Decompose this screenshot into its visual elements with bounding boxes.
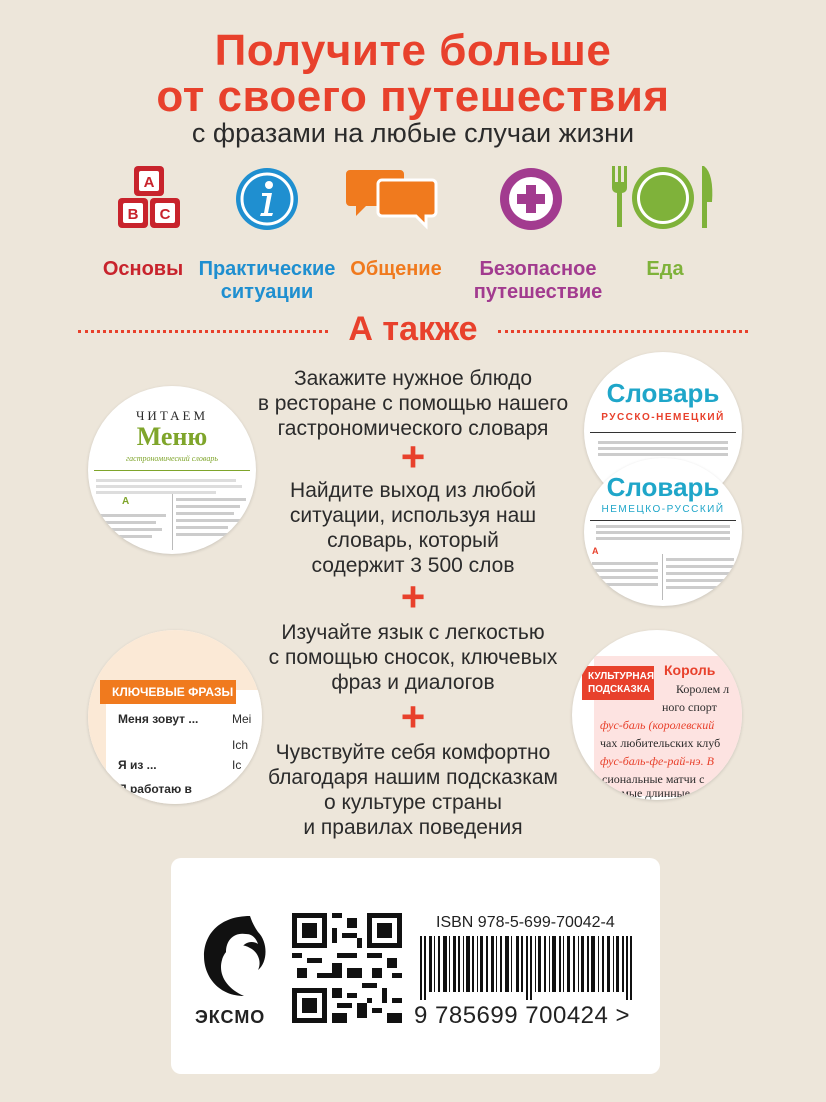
culture-tip-line-2: ного спорт	[662, 700, 717, 714]
culture-tip-line-4: чах любительских клуб	[600, 736, 721, 750]
svg-text:B: B	[127, 206, 139, 223]
menu-preview-subtitle: гастрономический словарь	[126, 454, 218, 463]
feature-menu-text: Закажите нужное блюдо в ресторане с помощью нашего гастрономического словаря	[257, 367, 569, 440]
menu-preview-title: Меню	[136, 422, 208, 451]
culture-tip-line-7: Самые длинные с	[608, 786, 699, 800]
dictionary-de-ru-col-right	[666, 554, 734, 593]
dictionary-de-ru-body	[596, 522, 730, 543]
dictionary-de-ru-circle	[584, 458, 742, 606]
menu-preview-divider	[172, 494, 173, 550]
culture-tip-line-5: фус-баль-фе-рай-нэ. В	[600, 754, 714, 768]
speech-bubbles-icon	[346, 166, 440, 232]
title-line-2: от своего путешествия	[156, 72, 670, 121]
barcode-icon	[420, 936, 644, 1000]
dictionary-de-ru-col-left	[592, 558, 658, 590]
category-label-basics: Основы	[102, 258, 184, 280]
dictionary-ru-de-title: Словарь	[606, 378, 720, 408]
culture-tip-circle	[572, 630, 742, 800]
plate-fork-knife-icon	[608, 162, 718, 232]
dictionary-de-ru-subtitle: НЕМЕЦКО-РУССКИЙ	[601, 504, 725, 515]
isbn-text: ISBN 978-5-699-70042-4	[436, 914, 615, 931]
svg-text:A: A	[143, 174, 155, 191]
phrase-3-ru: Я из ...	[118, 758, 157, 772]
also-heading: А также	[348, 310, 478, 348]
phrase-1-ru: Меня зовут ...	[118, 712, 199, 726]
menu-preview-letter: A	[122, 496, 130, 507]
plus-circle-icon	[498, 166, 564, 232]
menu-preview-rule	[94, 470, 250, 471]
qr-code-icon[interactable]	[292, 913, 402, 1023]
phrase-2-de: Ich	[232, 738, 249, 752]
culture-tip-line-3: фус-баль (королевский	[600, 718, 715, 732]
phrase-1-de: Mei	[232, 712, 252, 726]
menu-preview-circle	[88, 386, 256, 554]
dictionary-de-ru-title: Словарь	[606, 472, 720, 502]
also-divider	[78, 310, 748, 348]
barcode-number: 9 785699 700424 >	[414, 1002, 631, 1029]
key-phrases-banner: КЛЮЧЕВЫЕ ФРАЗЫ	[100, 680, 236, 704]
category-label-safe-travel: Безопасное путешествие	[473, 258, 603, 303]
subtitle: с фразами на любые случаи жизни	[191, 118, 635, 148]
culture-tip-title: Король	[664, 662, 716, 678]
plus-sign-2: +	[400, 573, 426, 620]
plus-sign-3: +	[400, 693, 426, 740]
menu-preview-col-left	[96, 510, 170, 542]
feature-culture-text: Чувствуйте себя комфортно благодаря нашим подсказкам о культуре страны и правилах поведения	[268, 741, 558, 839]
dictionary-ru-de-rule	[590, 432, 736, 433]
category-label-communication: Общение	[350, 258, 442, 280]
title-line-1: Получите больше	[214, 26, 612, 75]
phrase-3-de: Ic	[232, 758, 242, 772]
dictionary-ru-de-body	[598, 438, 728, 459]
menu-preview-col-right	[176, 494, 250, 540]
eksmo-logo-icon	[200, 912, 270, 1002]
dictionary-de-ru-divider	[662, 554, 663, 600]
feature-dictionary-text: Найдите выход из любой ситуации, используя наш словарь, который содержит 3 500 слов	[289, 479, 537, 577]
culture-tip-line-1: Королем л	[676, 682, 730, 696]
category-label-food: Еда	[646, 258, 684, 280]
dictionary-de-ru-letter: A	[592, 546, 599, 556]
culture-tip-line-6: сиональные матчи с	[602, 772, 705, 786]
dictionary-de-ru-rule	[590, 520, 736, 521]
abc-blocks-icon	[116, 162, 186, 234]
feature-phrases-text: Изучайте язык с легкостью с помощью сносок, ключевых фраз и диалогов	[268, 621, 558, 694]
category-label-practical: Практические ситуации	[198, 258, 336, 303]
dictionary-ru-de-subtitle: РУССКО-НЕМЕЦКИЙ	[601, 412, 725, 423]
menu-preview-heading: ЧИТАЕМ	[135, 408, 209, 423]
plus-sign-1: +	[400, 433, 426, 480]
info-icon	[234, 166, 300, 232]
key-phrases-circle	[88, 630, 262, 804]
phrase-4-ru: Я работаю в	[118, 782, 192, 796]
publisher-name: ЭКСМО	[195, 1007, 266, 1027]
svg-text:C: C	[159, 206, 171, 223]
culture-tip-banner: КУЛЬТУРНАЯ ПОДСКАЗКА	[582, 666, 654, 700]
